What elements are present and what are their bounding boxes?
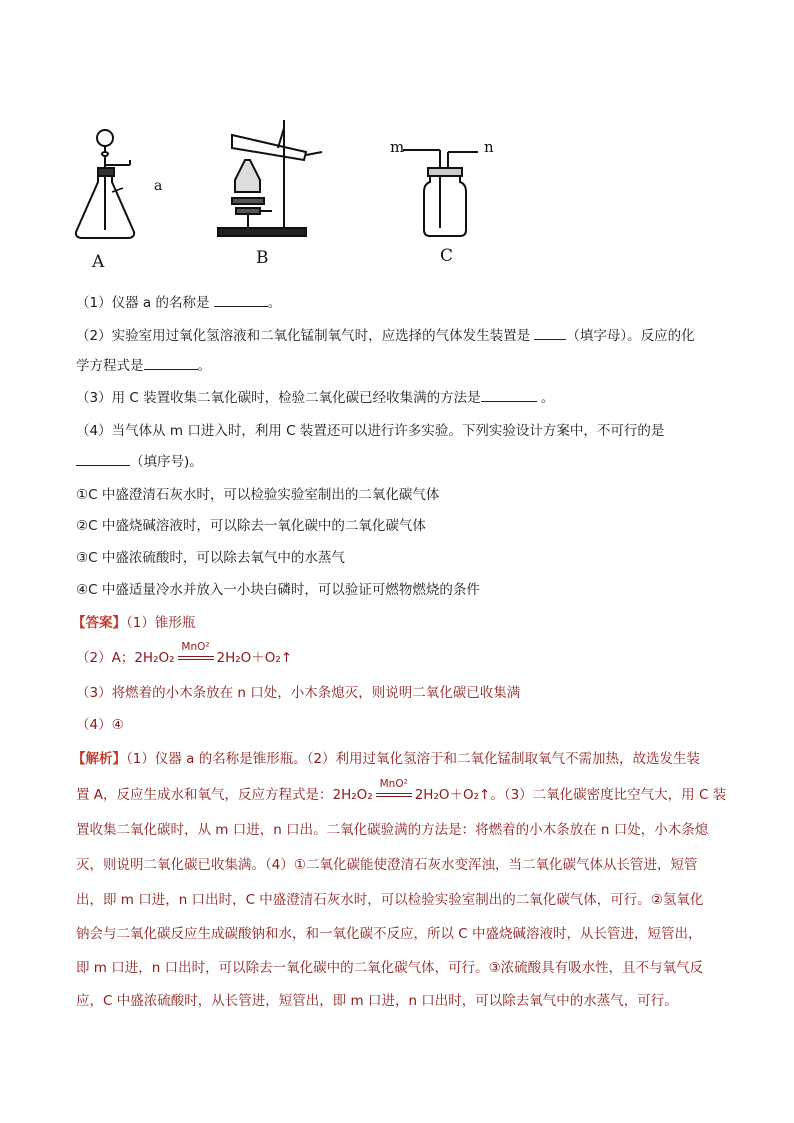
analysis-line-4: 灭，则说明二氧化碳已收集满。（4）①二氧化碳能使澄清石灰水变浑浊，当二氧化碳气体从长管进，短管: [76, 857, 698, 873]
label-a: a: [154, 178, 163, 194]
analysis-line-8: 应，C 中盛浓硫酸时，从长管进，短管出，即 m 口进，n 口出时，可以除去氧气中的水蒸气，可行。: [76, 993, 678, 1009]
option-3: ③C 中盛浓硫酸时，可以除去氧气中的水蒸气: [76, 550, 345, 566]
question-2-line-2: 学方程式是 。: [76, 358, 211, 374]
answer-line-3: （3）将燃着的小木条放在 n 口处，小木条熄灭，则说明二氧化碳已收集满: [76, 685, 521, 701]
answer-tag: 【答案】: [72, 615, 126, 631]
analysis-line-6: 钠会与二氧化碳反应生成碳酸钠和水，和一氧化碳不反应，所以 C 中盛烧碱溶液时，从长管进，短管出，: [76, 926, 702, 942]
option-2: ②C 中盛烧碱溶液时，可以除去一氧化碳中的二氧化碳气体: [76, 518, 426, 534]
analysis-line-7: 即 m 口进，n 口出时，可以除去一氧化碳中的二氧化碳气体，可行。③浓硫酸具有吸水性，且不与氧气反: [76, 960, 704, 976]
apparatus-a: [76, 130, 134, 238]
figure-label-b: B: [256, 248, 269, 268]
reaction-arrow: MnO²: [175, 648, 217, 668]
figure-label-c: C: [440, 246, 454, 266]
analysis-line-1: 【解析】（1）仪器 a 的名称是锥形瓶。（2）利用过氧化氢溶于和二氧化锰制取氧气不需加热，故选发生装: [72, 751, 701, 767]
answer-line-1: 【答案】（1）锥形瓶: [72, 615, 196, 631]
analysis-line-2: 置 A，反应生成水和氧气，反应方程式是：2H₂O₂ MnO² 2H₂O＋O₂↑。（3）二氧化碳密度比空气大，用 C 装: [76, 778, 727, 803]
question-4-line-1: （4）当气体从 m 口进入时，利用 C 装置还可以进行许多实验。下列实验设计方案中，不可行的是: [76, 423, 665, 439]
apparatus-b: [218, 120, 322, 236]
question-3: （3）用 C 装置收集二氧化碳时，检验二氧化碳已经收集满的方法是 。: [76, 390, 555, 406]
analysis-line-3: 置收集二氧化碳时，从 m 口进，n 口出。二氧化碳验满的方法是：将燃着的小木条放在 n 口处，小木条熄: [76, 822, 709, 838]
apparatus-drawing: [60, 120, 480, 280]
question-4-line-2: （填序号)。: [76, 452, 203, 472]
answer-line-4: （4）④: [76, 717, 124, 733]
analysis-reaction-arrow: MnO²: [373, 785, 415, 805]
analysis-line-5: 出，即 m 口进，n 口出时，C 中盛澄清石灰水时，可以检验实验室制出的二氧化碳气体，可行。②氢氧化: [76, 892, 704, 908]
option-4: ④C 中盛适量冷水并放入一小块白磷时，可以验证可燃物燃烧的条件: [76, 582, 480, 598]
analysis-tag: 【解析】: [72, 751, 126, 767]
label-m: m: [390, 138, 405, 156]
option-1: ①C 中盛澄清石灰水时，可以检验实验室制出的二氧化碳气体: [76, 487, 440, 503]
apparatus-c: [403, 150, 478, 236]
figure-label-a: A: [92, 252, 105, 272]
question-2-line-1: （2）实验室用过氧化氢溶液和二氧化锰制氧气时，应选择的气体发生装置是 （填字母）。反应的化: [76, 328, 695, 344]
question-1: （1）仪器 a 的名称是 。: [76, 295, 282, 311]
answer-line-2: （2）A；2H₂O₂ MnO² 2H₂O＋O₂↑: [76, 641, 293, 666]
apparatus-figure: [60, 120, 494, 280]
label-n: n: [484, 138, 494, 156]
